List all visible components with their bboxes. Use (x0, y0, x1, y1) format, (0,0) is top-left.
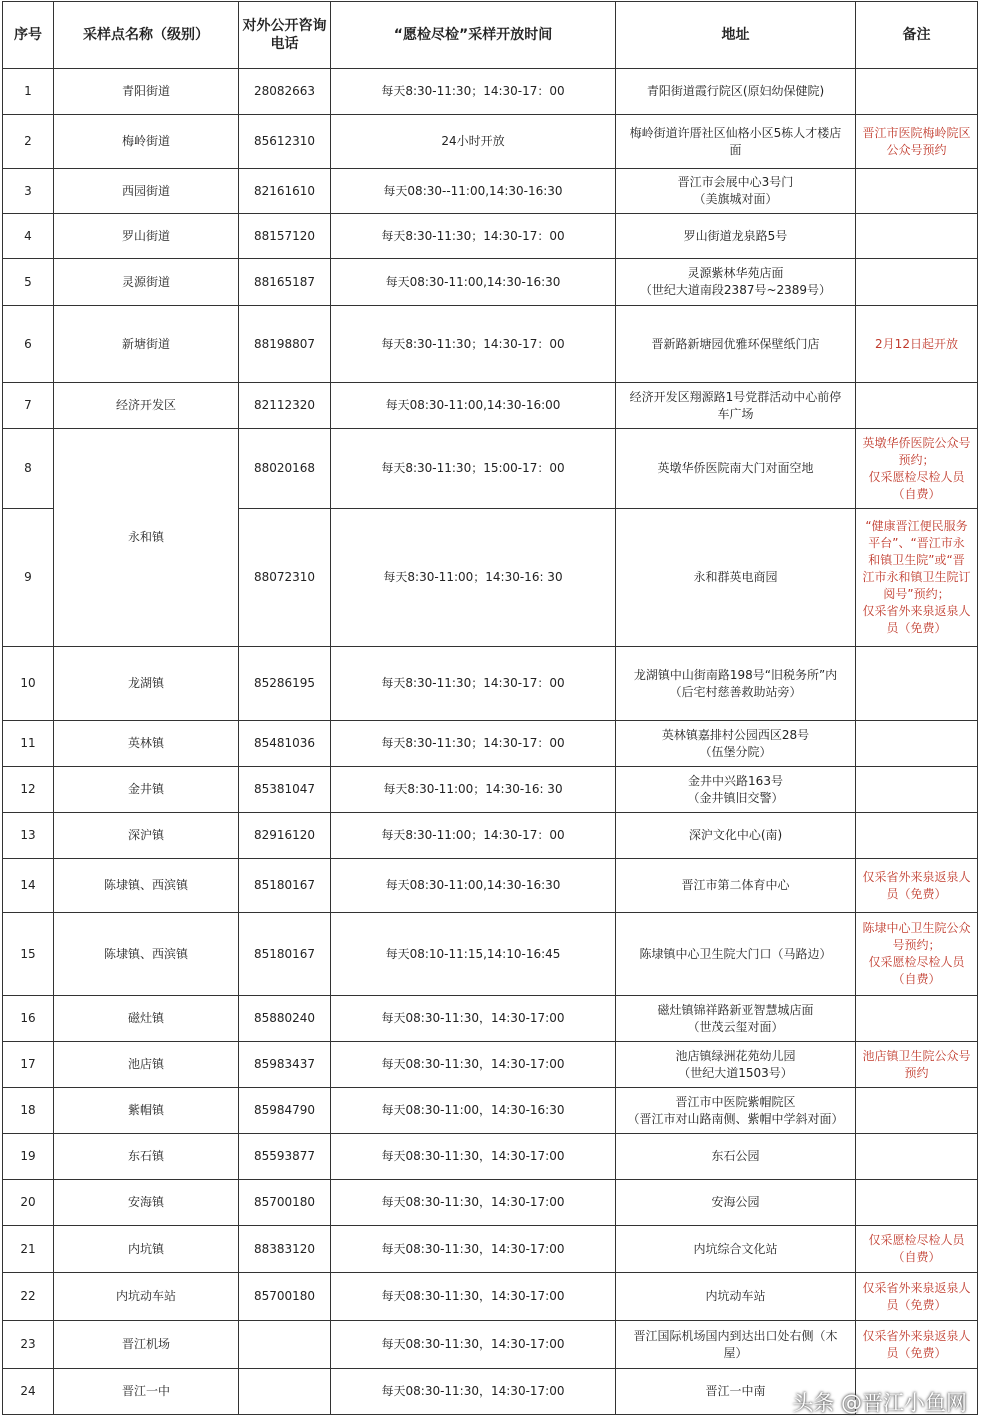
note-line: 仅采愿检尽检人员 (868, 955, 965, 969)
row-number: 19 (3, 1134, 54, 1180)
watermark: 头条 @晋江小鱼网 (792, 1391, 967, 1415)
table-row (3, 1134, 978, 1180)
address-line: 英林镇嘉排村公园西区28号 (661, 727, 810, 742)
address-line: （晋江市对山路南侧、紫帽中学斜对面） (627, 1111, 844, 1126)
table-row (3, 1321, 978, 1369)
note-line: 江市永和镇卫生院订 (862, 570, 971, 584)
row-number: 23 (3, 1321, 54, 1369)
site-phone: 85180167 (239, 859, 331, 913)
note-line: 仅采省外来泉返泉人 (862, 869, 971, 884)
note-line: 阅号”预约； (883, 587, 950, 601)
site-name: 安海镇 (54, 1180, 239, 1226)
address-line: （世纪大道1503号） (678, 1065, 793, 1080)
row-number: 24 (3, 1369, 54, 1415)
site-name: 金井镇 (54, 767, 239, 813)
site-phone (239, 1321, 331, 1369)
note-line: 预约； (898, 452, 935, 467)
site-address (616, 1180, 856, 1226)
site-address (616, 429, 856, 509)
note-line: （自费） (892, 972, 941, 986)
table-row (3, 214, 978, 259)
site-phone: 88157120 (239, 214, 331, 259)
row-number: 9 (3, 509, 54, 647)
site-phone: 85180167 (239, 913, 331, 996)
site-open-time: 每天8:30-11:00；14:30-16: 30 (331, 509, 616, 647)
site-phone: 85381047 (239, 767, 331, 813)
site-name: 罗山街道 (54, 214, 239, 259)
address-line: 经济开发区翔源路1号党群活动中心前停 (629, 389, 842, 404)
site-address (616, 913, 856, 996)
header-note: 备注 (856, 2, 978, 69)
row-number: 3 (3, 169, 54, 214)
site-name: 东石镇 (54, 1134, 239, 1180)
row-number: 7 (3, 383, 54, 429)
site-name: 陈埭镇、西滨镇 (54, 913, 239, 996)
site-note (856, 767, 978, 813)
site-phone: 85481036 (239, 721, 331, 767)
site-note (856, 859, 978, 913)
header-no: 序号 (3, 2, 54, 69)
site-name: 晋江一中 (54, 1369, 239, 1415)
site-open-time: 每天08:30-11:00,14:30-16:30 (331, 259, 616, 306)
site-name: 青阳街道 (54, 69, 239, 115)
address-line: （世纪大道南段2387号~2389号） (639, 283, 832, 297)
address-line: 车广场 (717, 406, 754, 421)
site-name: 梅岭街道 (54, 115, 239, 169)
site-address (616, 721, 856, 767)
row-number: 21 (3, 1226, 54, 1273)
table-row (3, 913, 978, 996)
site-phone: 82916120 (239, 813, 331, 859)
site-open-time: 每天08:30-11:30，14:30-17:00 (331, 1273, 616, 1321)
note-line: 员（免费） (886, 886, 947, 901)
site-open-time: 每天08:30-11:30，14:30-17:00 (331, 1321, 616, 1369)
site-note (856, 259, 978, 306)
site-address (616, 1321, 856, 1369)
site-name: 晋江机场 (54, 1321, 239, 1369)
site-address (616, 1134, 856, 1180)
site-phone: 88020168 (239, 429, 331, 509)
row-number: 15 (3, 913, 54, 996)
address-line: 灵源紫林华苑店面 (687, 266, 784, 280)
site-name: 池店镇 (54, 1042, 239, 1088)
address-line: 安海公园 (711, 1195, 760, 1209)
address-line: 晋江市第二体育中心 (681, 878, 790, 892)
site-address (616, 1273, 856, 1321)
site-phone: 85612310 (239, 115, 331, 169)
row-number: 8 (3, 429, 54, 509)
row-number: 20 (3, 1180, 54, 1226)
site-address (616, 767, 856, 813)
site-phone: 85700180 (239, 1180, 331, 1226)
note-line: 晋江市医院梅岭院区 (862, 125, 971, 140)
site-note (856, 1226, 978, 1273)
site-address (616, 1088, 856, 1134)
site-phone: 82161610 (239, 169, 331, 214)
site-address (616, 859, 856, 913)
site-address (616, 813, 856, 859)
site-phone: 88165187 (239, 259, 331, 306)
row-number: 16 (3, 996, 54, 1042)
site-name: 永和镇 (54, 429, 239, 647)
address-line: 晋江国际机场国内到达出口处右侧（木 (633, 1328, 838, 1343)
site-address (616, 214, 856, 259)
note-line: 预约 (904, 1065, 929, 1080)
address-line: 青阳街道霞行院区(原妇幼保健院) (646, 84, 825, 98)
note-line: “健康晋江便民服务 (865, 519, 968, 533)
site-address (616, 306, 856, 383)
table-row (3, 259, 978, 306)
site-note (856, 214, 978, 259)
address-line: 池店镇绿洲花苑幼儿园 (675, 1048, 796, 1063)
note-line: 员（免费） (886, 621, 947, 635)
address-line: （伍堡分院） (699, 744, 772, 759)
table-row (3, 647, 978, 721)
site-open-time: 每天08:30-11:30，14:30-17:00 (331, 1180, 616, 1226)
row-number: 2 (3, 115, 54, 169)
site-phone: 85593877 (239, 1134, 331, 1180)
site-name: 英林镇 (54, 721, 239, 767)
address-line: （世茂云玺对面） (687, 1019, 784, 1034)
row-number: 22 (3, 1273, 54, 1321)
header-name: 采样点名称（级别） (54, 2, 239, 69)
table-row (3, 813, 978, 859)
address-line: 永和群英电商园 (693, 570, 778, 584)
site-address (616, 1226, 856, 1273)
site-name: 经济开发区 (54, 383, 239, 429)
site-phone: 28082663 (239, 69, 331, 115)
address-line: 晋江市会展中心3号门 (677, 175, 794, 189)
table-row (3, 1273, 978, 1321)
note-line: 陈埭中心卫生院公众 (862, 921, 971, 935)
site-name: 新塘街道 (54, 306, 239, 383)
site-address (616, 69, 856, 115)
table-row (3, 306, 978, 383)
address-line: 屋） (723, 1345, 748, 1360)
site-note (856, 1088, 978, 1134)
row-number: 5 (3, 259, 54, 306)
site-note (856, 306, 978, 383)
site-open-time: 每天8:30-11:30；14:30-17：00 (331, 214, 616, 259)
site-address (616, 1042, 856, 1088)
site-note (856, 1042, 978, 1088)
site-name: 龙湖镇 (54, 647, 239, 721)
note-line: 员（免费） (886, 1345, 947, 1360)
site-note (856, 913, 978, 996)
site-note (856, 69, 978, 115)
site-address (616, 996, 856, 1042)
site-address (616, 259, 856, 306)
note-line: 公众号预约 (886, 142, 947, 157)
site-open-time: 每天08:30-11:30，14:30-17:00 (331, 1226, 616, 1273)
site-name: 紫帽镇 (54, 1088, 239, 1134)
row-number: 10 (3, 647, 54, 721)
row-number: 1 (3, 69, 54, 115)
table-row (3, 115, 978, 169)
site-note (856, 721, 978, 767)
site-phone: 88072310 (239, 509, 331, 647)
site-open-time: 每天08:30-11:30，14:30-17:00 (331, 996, 616, 1042)
site-note (856, 813, 978, 859)
site-open-time: 每天08:30-11:00,14:30-16:30 (331, 859, 616, 913)
site-address (616, 383, 856, 429)
address-line: 深沪文化中心(南) (688, 828, 783, 842)
site-open-time: 每天8:30-11:30；14:30-17：00 (331, 647, 616, 721)
site-name: 西园街道 (54, 169, 239, 214)
site-note (856, 115, 978, 169)
note-line: 仅采省外来泉返泉人 (862, 1280, 971, 1295)
note-line: 员（免费） (886, 1297, 947, 1312)
header-row (3, 2, 978, 69)
site-address (616, 115, 856, 169)
address-line: 英墩华侨医院南大门对面空地 (657, 461, 814, 475)
row-number: 4 (3, 214, 54, 259)
site-phone: 82112320 (239, 383, 331, 429)
site-name: 内坑镇 (54, 1226, 239, 1273)
address-line: 内坑综合文化站 (693, 1241, 778, 1256)
address-line: 梅岭街道许厝社区仙格小区5栋人才楼店 (629, 125, 842, 140)
note-line: 号预约； (892, 938, 941, 952)
table-row (3, 1042, 978, 1088)
site-note (856, 429, 978, 509)
site-phone: 85984790 (239, 1088, 331, 1134)
note-line: （自费） (892, 1250, 941, 1264)
site-open-time: 每天08:30-11:30，14:30-17:00 (331, 1042, 616, 1088)
site-phone: 88383120 (239, 1226, 331, 1273)
site-note (856, 169, 978, 214)
site-open-time: 每天8:30-11:30；15:00-17：00 (331, 429, 616, 509)
site-address (616, 509, 856, 647)
address-line: 罗山街道龙泉路5号 (683, 228, 788, 243)
address-line: 金井中兴路163号 (688, 773, 783, 788)
site-address (616, 169, 856, 214)
address-line: 晋新路新塘园优雅环保壁纸门店 (651, 336, 820, 351)
site-name: 深沪镇 (54, 813, 239, 859)
site-open-time: 每天08:30-11:00,14:30-16:00 (331, 383, 616, 429)
site-open-time: 每天08:30-11:00，14:30-16:30 (331, 1088, 616, 1134)
note-line: 仅采省外来泉返泉人 (862, 604, 971, 618)
note-line: 和镇卫生院”或“晋 (868, 553, 965, 567)
address-line: （美旗城对面） (693, 192, 778, 206)
table-row (3, 1088, 978, 1134)
table-row (3, 721, 978, 767)
note-line: 仅采省外来泉返泉人 (862, 1328, 971, 1343)
site-phone: 85983437 (239, 1042, 331, 1088)
site-open-time: 每天8:30-11:30；14:30-17：00 (331, 306, 616, 383)
site-open-time: 每天08:10-11:15,14:10-16:45 (331, 913, 616, 996)
note-line: 2月12日起开放 (875, 336, 958, 351)
site-open-time: 每天8:30-11:30；14:30-17：00 (331, 721, 616, 767)
row-number: 12 (3, 767, 54, 813)
note-line: 仅采愿检尽检人员 (868, 1233, 965, 1247)
site-phone: 85700180 (239, 1273, 331, 1321)
row-number: 6 (3, 306, 54, 383)
row-number: 14 (3, 859, 54, 913)
row-number: 13 (3, 813, 54, 859)
site-note (856, 1180, 978, 1226)
header-phone: 对外公开咨询电话 (239, 2, 331, 69)
row-number: 18 (3, 1088, 54, 1134)
site-open-time: 每天08:30-11:30，14:30-17:00 (331, 1369, 616, 1415)
site-open-time: 每天08:30--11:00,14:30-16:30 (331, 169, 616, 214)
note-line: 仅采愿检尽检人员 (868, 469, 965, 484)
site-phone (239, 1369, 331, 1415)
site-name: 磁灶镇 (54, 996, 239, 1042)
row-number: 11 (3, 721, 54, 767)
site-note (856, 1134, 978, 1180)
site-open-time: 每天8:30-11:30；14:30-17：00 (331, 69, 616, 115)
site-note (856, 647, 978, 721)
address-line: 面 (729, 142, 742, 157)
header-time: “愿检尽检”采样开放时间 (331, 2, 616, 69)
site-note (856, 509, 978, 647)
note-line: 英墩华侨医院公众号 (862, 435, 971, 450)
address-line: （金井镇旧交警） (687, 790, 784, 805)
site-phone: 85880240 (239, 996, 331, 1042)
table-row (3, 859, 978, 913)
address-line: 陈埭镇中心卫生院大门口（马路边） (639, 946, 832, 961)
site-phone: 85286195 (239, 647, 331, 721)
address-line: 磁灶镇锦祥路新亚智慧城店面 (657, 1002, 814, 1017)
table-row (3, 1180, 978, 1226)
table-row (3, 429, 978, 509)
site-open-time: 每天8:30-11:00；14:30-17：00 (331, 813, 616, 859)
site-open-time: 24小时开放 (331, 115, 616, 169)
table-row (3, 69, 978, 115)
note-line: 池店镇卫生院公众号 (862, 1048, 971, 1063)
header-address: 地址 (616, 2, 856, 69)
site-note (856, 383, 978, 429)
table-body (3, 69, 978, 1415)
site-note (856, 1273, 978, 1321)
table-row (3, 996, 978, 1042)
table-row (3, 383, 978, 429)
site-open-time: 每天8:30-11:00；14:30-16: 30 (331, 767, 616, 813)
site-name: 内坑动车站 (54, 1273, 239, 1321)
address-line: 晋江市中医院紫帽院区 (675, 1094, 796, 1109)
site-address (616, 647, 856, 721)
address-line: 内坑动车站 (705, 1289, 766, 1303)
site-name: 灵源街道 (54, 259, 239, 306)
note-line: 平台”、“晋江市永 (868, 536, 965, 550)
table-row (3, 1226, 978, 1273)
table-row (3, 169, 978, 214)
site-name: 陈埭镇、西滨镇 (54, 859, 239, 913)
table-row (3, 767, 978, 813)
address-line: 龙湖镇中山街南路198号“旧税务所”内 (633, 667, 838, 682)
address-line: 晋江一中南 (705, 1384, 766, 1398)
sampling-sites-table (2, 1, 978, 1415)
site-open-time: 每天08:30-11:30，14:30-17:00 (331, 1134, 616, 1180)
site-note (856, 1321, 978, 1369)
site-note (856, 996, 978, 1042)
row-number: 17 (3, 1042, 54, 1088)
site-phone: 88198807 (239, 306, 331, 383)
note-line: （自费） (892, 486, 941, 501)
address-line: 东石公园 (711, 1149, 760, 1163)
address-line: （后宅村慈善救助站旁） (669, 684, 802, 699)
